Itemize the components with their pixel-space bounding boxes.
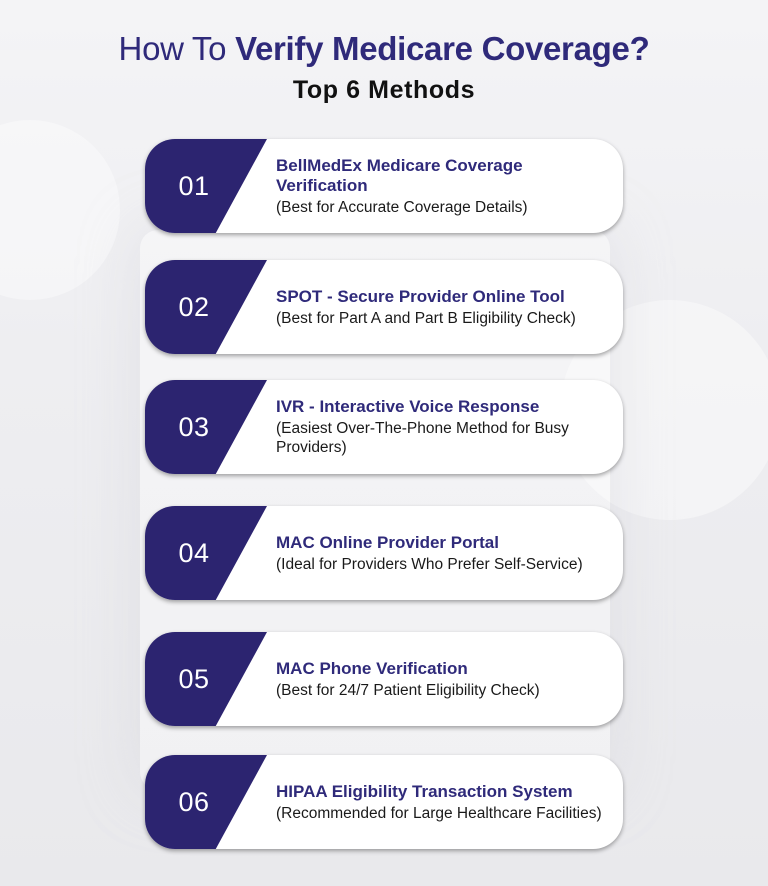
method-title: MAC Phone Verification bbox=[276, 658, 468, 678]
method-number: 01 bbox=[178, 170, 210, 201]
method-description: (Ideal for Providers Who Prefer Self-Service) bbox=[276, 555, 583, 573]
method-text bbox=[276, 755, 605, 849]
method-card-5 bbox=[145, 632, 623, 726]
method-title: HIPAA Eligibility Transaction System bbox=[276, 781, 573, 801]
method-title: SPOT - Secure Provider Online Tool bbox=[276, 286, 565, 306]
method-number: 05 bbox=[178, 663, 210, 694]
method-card-3 bbox=[145, 380, 623, 474]
method-text bbox=[276, 139, 605, 233]
method-card-1 bbox=[145, 139, 623, 233]
method-description: (Best for 24/7 Patient Eligibility Check) bbox=[276, 681, 540, 699]
method-title: IVR - Interactive Voice Response bbox=[276, 397, 540, 416]
background-decoration bbox=[0, 120, 120, 300]
method-number: 03 bbox=[178, 411, 210, 442]
method-title: BellMedEx Medicare Coverage Verification bbox=[276, 155, 523, 195]
method-text bbox=[276, 260, 605, 354]
method-number: 06 bbox=[178, 786, 210, 817]
method-number: 02 bbox=[178, 291, 210, 322]
method-description: (Easiest Over-The-Phone Method for Busy Providers) bbox=[276, 420, 569, 456]
method-text bbox=[276, 380, 605, 474]
title-prefix: How To bbox=[118, 30, 236, 67]
method-card-6 bbox=[145, 755, 623, 849]
method-description: (Recommended for Large Healthcare Facilities) bbox=[276, 804, 602, 822]
method-description: (Best for Accurate Coverage Details) bbox=[276, 198, 528, 216]
method-number: 04 bbox=[178, 537, 210, 568]
page-title bbox=[0, 30, 768, 68]
title-emphasis: Verify Medicare Coverage? bbox=[235, 30, 650, 67]
method-text bbox=[276, 506, 605, 600]
method-card-2 bbox=[145, 260, 623, 354]
method-description: (Best for Part A and Part B Eligibility Check) bbox=[276, 309, 576, 327]
page-subtitle: Top 6 Methods bbox=[292, 76, 476, 104]
method-title: MAC Online Provider Portal bbox=[276, 532, 499, 552]
method-text bbox=[276, 632, 605, 726]
method-card-4 bbox=[145, 506, 623, 600]
